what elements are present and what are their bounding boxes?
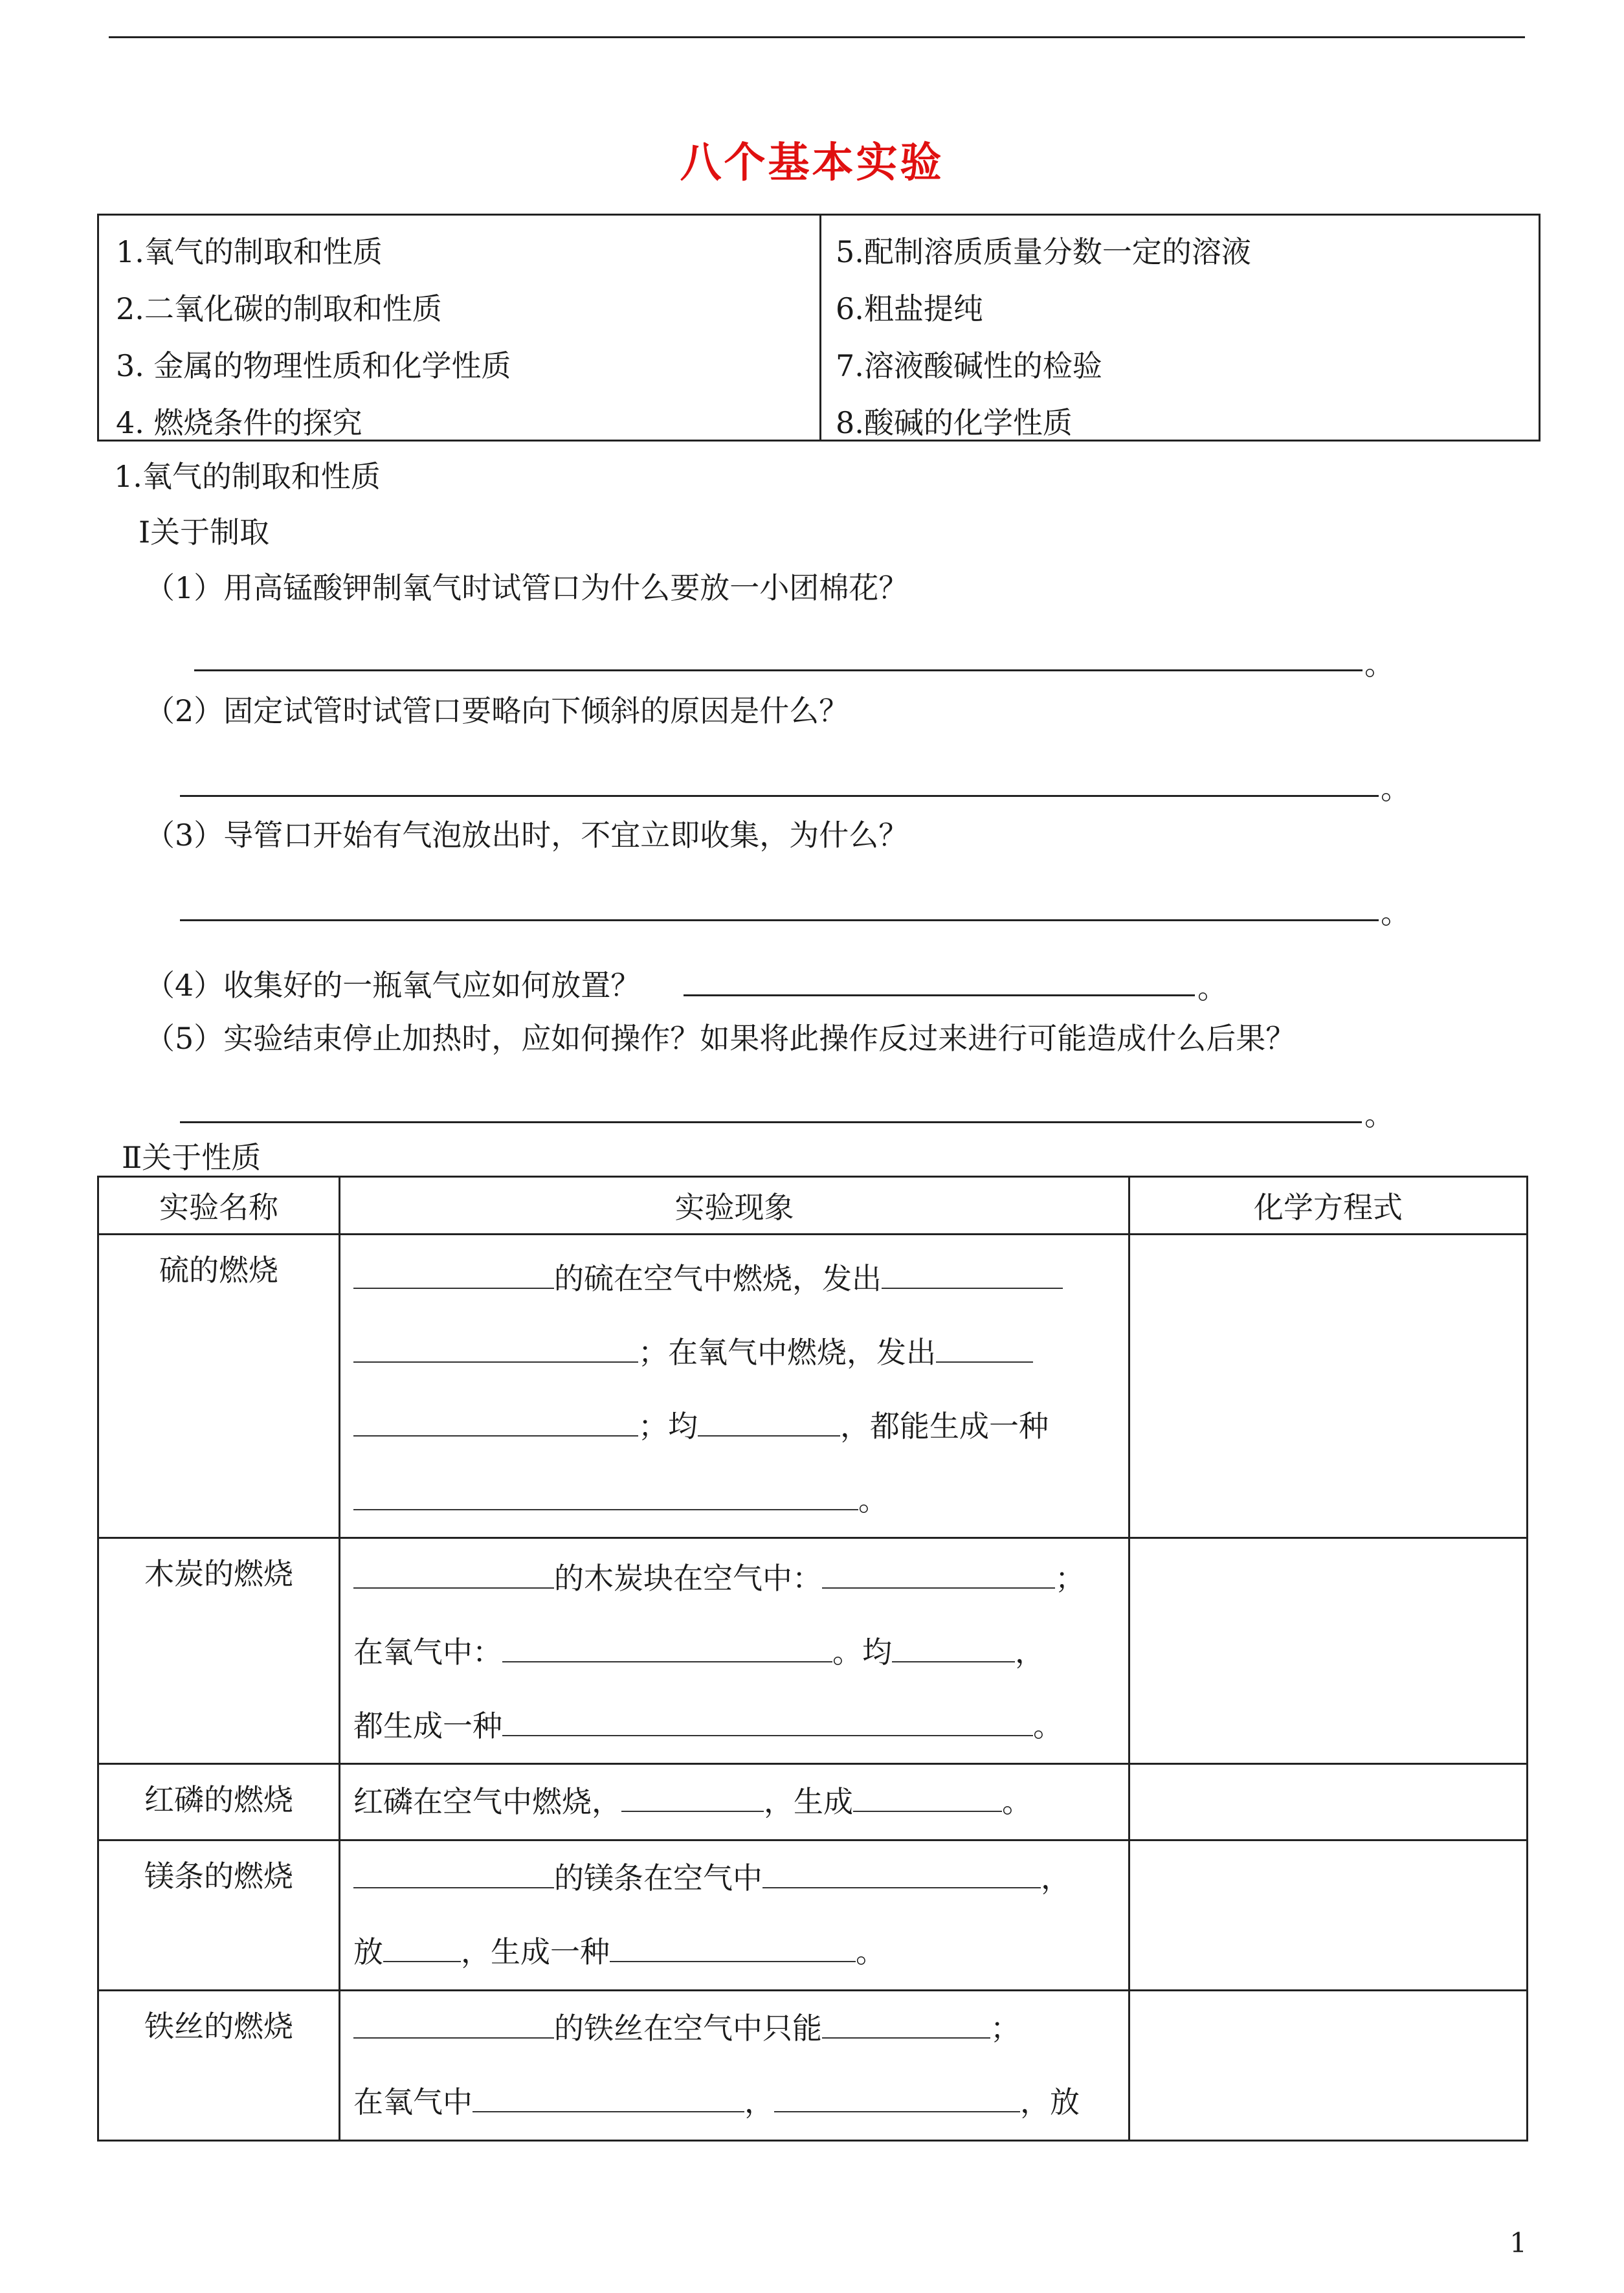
properties-table [97, 1176, 1528, 2142]
header-equation: 化学方程式 [1129, 1177, 1528, 1235]
answer-5-period: 。 [1364, 1097, 1394, 1132]
blank[interactable] [353, 1569, 554, 1589]
row-name-phosphorus: 红磷的燃烧 [98, 1764, 340, 1840]
row-name-sulfur: 硫的燃烧 [98, 1235, 340, 1538]
equation-carbon[interactable] [1129, 1538, 1528, 1764]
page-number: 1 [1509, 2227, 1527, 2259]
index-item-5: 5.配制溶质质量分数一定的溶液 [836, 234, 1251, 269]
answer-3-period: 。 [1381, 895, 1410, 930]
header-rule [109, 36, 1525, 38]
phenomenon-iron: 的铁丝在空气中只能 ； 在氧气中 ， ，放 [340, 1991, 1129, 2141]
phenomenon-phosphorus: 红磷在空气中燃烧， ，生成 。 [340, 1764, 1129, 1840]
equation-magnesium[interactable] [1129, 1840, 1528, 1991]
phenomenon-sulfur: 的硫在空气中燃烧，发出 ；在氧气中燃烧，发出 ；均 ，都能生成一种 。 [340, 1235, 1129, 1538]
blank[interactable] [353, 1869, 554, 1888]
table-row-magnesium [98, 1840, 1528, 1991]
blank[interactable] [473, 2093, 744, 2112]
answer-line-1 [194, 669, 1363, 671]
equation-sulfur[interactable] [1129, 1235, 1528, 1538]
table-header-row [98, 1177, 1528, 1235]
section-heading: 1.氧气的制取和性质 [114, 459, 381, 494]
blank[interactable] [353, 2019, 554, 2039]
equation-phosphorus[interactable] [1129, 1764, 1528, 1840]
index-item-3: 3. 金属的物理性质和化学性质 [116, 348, 511, 383]
blank[interactable] [383, 1943, 461, 1962]
answer-line-5 [180, 1121, 1362, 1123]
index-item-6: 6.粗盐提纯 [836, 291, 983, 326]
blank[interactable] [822, 2019, 990, 2039]
answer-2-period: 。 [1381, 771, 1410, 806]
question-2: （2）固定试管时试管口要略向下倾斜的原因是什么？ [145, 693, 849, 728]
index-item-8: 8.酸碱的化学性质 [836, 405, 1073, 440]
page-title: 八个基本实验 [680, 139, 944, 187]
index-item-7: 7.溶液酸碱性的检验 [836, 348, 1102, 383]
phenomenon-carbon: 的木炭块在空气中： ； 在氧气中： 。均 ， 都生成一种 。 [340, 1538, 1129, 1764]
blank[interactable] [822, 1569, 1055, 1589]
blank[interactable] [502, 1717, 1033, 1736]
equation-iron[interactable] [1129, 1991, 1528, 2141]
table-row-carbon [98, 1538, 1528, 1764]
row-name-carbon: 木炭的燃烧 [98, 1538, 340, 1764]
blank[interactable] [936, 1343, 1033, 1363]
blank[interactable] [882, 1270, 1063, 1289]
question-5: （5）实验结束停止加热时，应如何操作？如果将此操作反过来进行可能造成什么后果？ [145, 1021, 1296, 1056]
answer-line-3 [180, 919, 1379, 921]
index-item-1: 1.氧气的制取和性质 [116, 234, 383, 269]
index-item-2: 2.二氧化碳的制取和性质 [116, 291, 442, 326]
blank[interactable] [892, 1643, 1015, 1662]
part-preparation-heading: Ⅰ关于制取 [139, 515, 270, 550]
blank[interactable] [353, 1417, 638, 1437]
table-row-iron [98, 1991, 1528, 2141]
phenomenon-magnesium: 的镁条在空气中 ， 放 ，生成一种 。 [340, 1840, 1129, 1991]
blank[interactable] [610, 1943, 856, 1962]
blank[interactable] [774, 2093, 1020, 2112]
table-row-sulfur [98, 1235, 1528, 1538]
question-1: （1）用高锰酸钾制氧气时试管口为什么要放一小团棉花？ [145, 570, 909, 605]
part-properties-heading: Ⅱ关于性质 [122, 1140, 261, 1175]
index-item-4: 4. 燃烧条件的探究 [116, 405, 362, 440]
blank[interactable] [621, 1793, 764, 1812]
index-divider [819, 216, 821, 440]
blank[interactable] [853, 1793, 1002, 1812]
blank[interactable] [353, 1343, 638, 1363]
blank[interactable] [762, 1869, 1041, 1888]
table-row-phosphorus [98, 1764, 1528, 1840]
answer-line-4 [684, 994, 1195, 996]
answer-line-2 [180, 795, 1379, 797]
experiment-index-table [97, 214, 1541, 442]
question-4: （4）收集好的一瓶氧气应如何放置？ [145, 968, 641, 1003]
blank[interactable] [353, 1270, 554, 1289]
question-3: （3）导管口开始有气泡放出时，不宜立即收集，为什么？ [145, 818, 909, 853]
blank[interactable] [353, 1491, 858, 1510]
row-name-magnesium: 镁条的燃烧 [98, 1840, 340, 1991]
header-experiment-name: 实验名称 [98, 1177, 340, 1235]
blank[interactable] [502, 1643, 832, 1662]
row-name-iron: 铁丝的燃烧 [98, 1991, 340, 2141]
answer-4-period: 。 [1197, 970, 1227, 1005]
answer-1-period: 。 [1364, 647, 1394, 682]
blank[interactable] [698, 1417, 840, 1437]
header-phenomenon: 实验现象 [340, 1177, 1129, 1235]
